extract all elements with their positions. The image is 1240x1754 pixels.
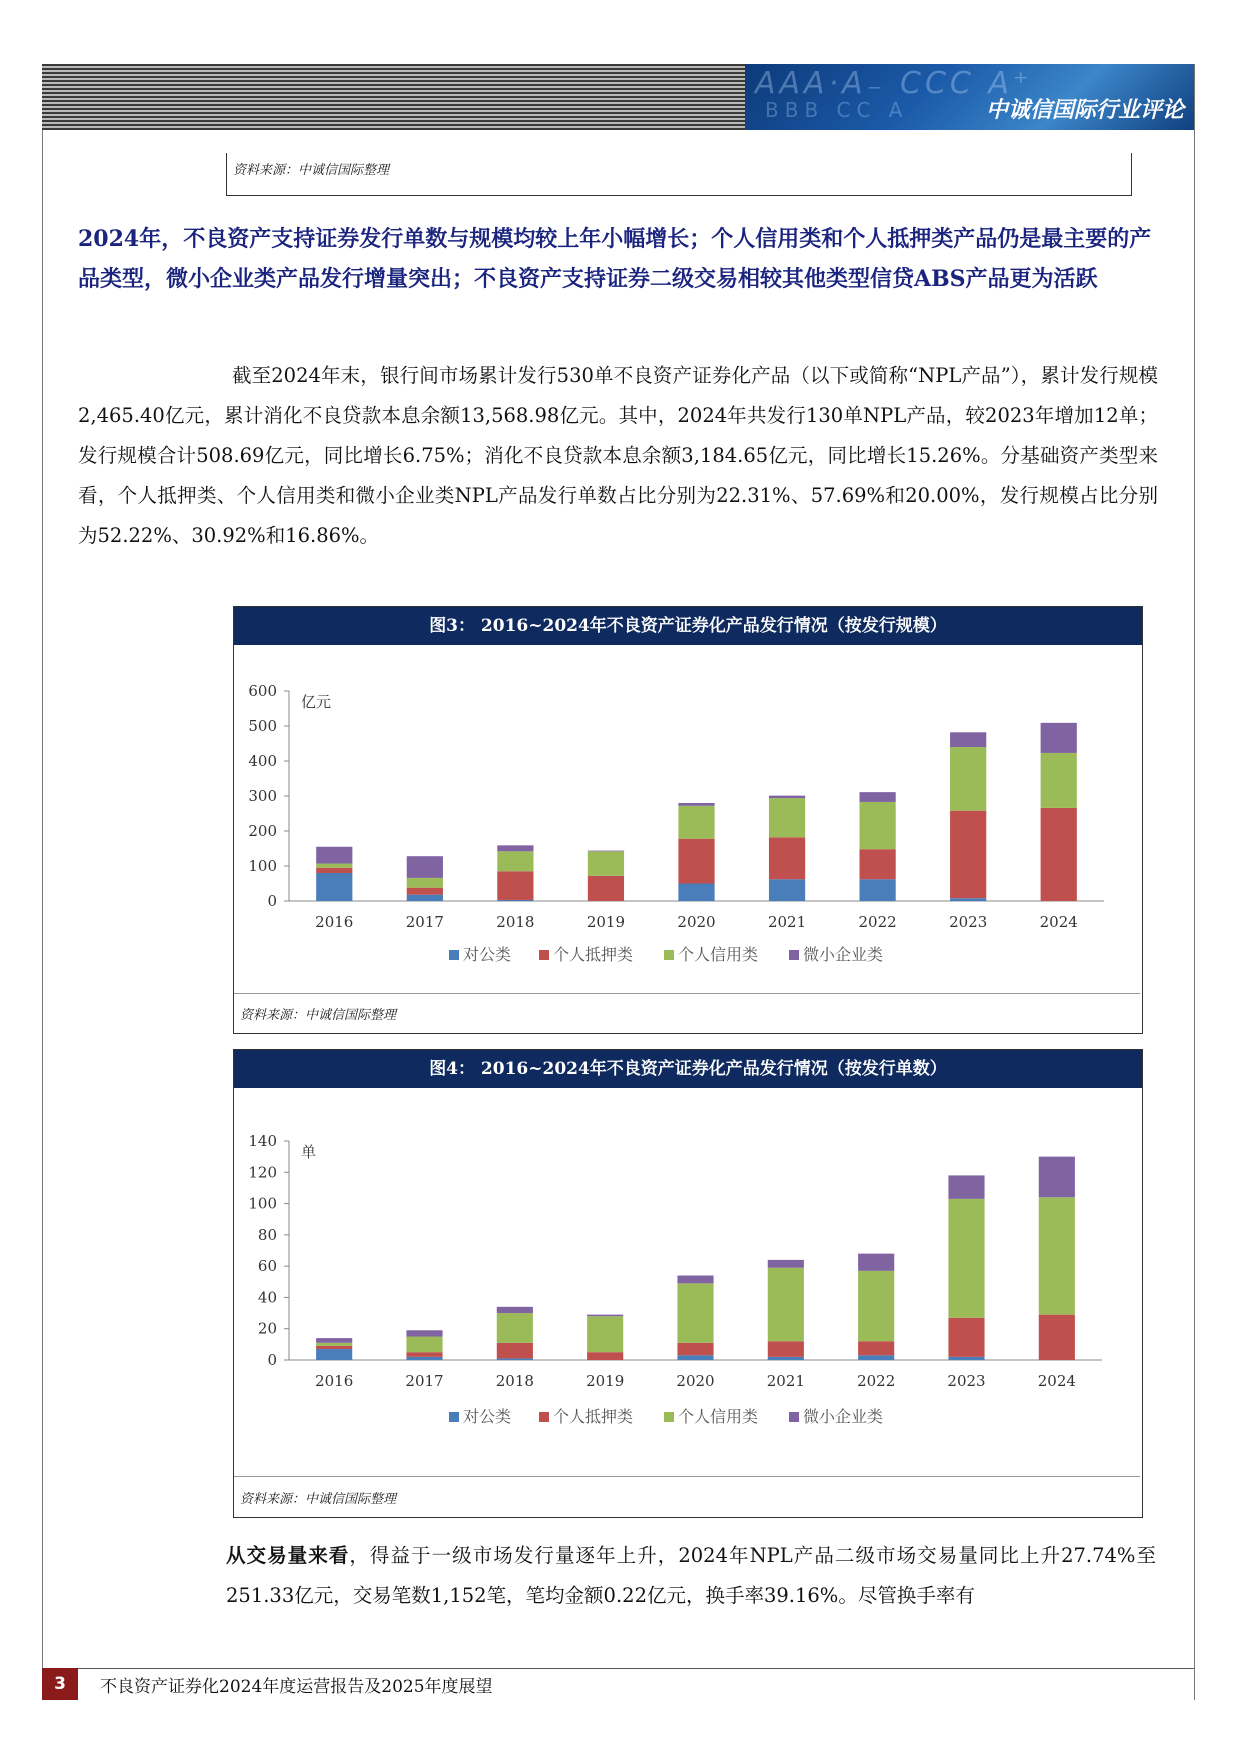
bar-segment-2021-0 bbox=[769, 879, 805, 901]
legend-swatch bbox=[449, 1412, 459, 1422]
figure-4-title: 图4： 2016~2024年不良资产证券化产品发行情况（按发行单数） bbox=[234, 1050, 1142, 1088]
bar-segment-2017-3 bbox=[406, 1330, 442, 1336]
bar-segment-2024-1 bbox=[1041, 808, 1077, 901]
y-tick-label: 60 bbox=[257, 1257, 277, 1276]
bar-segment-2020-2 bbox=[677, 1283, 713, 1342]
section-heading: 2024年，不良资产支持证券发行单数与规模均较上年小幅增长；个人信用类和个人抵押类产品仍是最主要的产品类型，微小企业类产品发行增量突出；不良资产支持证券二级交易相较其他类型信贷ABS产品更为活跃 bbox=[78, 226, 1152, 292]
bar-segment-2016-2 bbox=[316, 1343, 352, 1346]
bar-segment-2024-1 bbox=[1039, 1315, 1075, 1360]
paragraph-2-lead: 从交易量来看 bbox=[226, 1544, 350, 1567]
y-tick-label: 600 bbox=[248, 682, 277, 700]
bar-segment-2024-3 bbox=[1039, 1157, 1075, 1198]
legend-label: 个人抵押类 bbox=[553, 1407, 634, 1426]
bar-segment-2023-0 bbox=[948, 1357, 984, 1360]
legend-label: 对公类 bbox=[463, 945, 512, 964]
x-tick-label: 2017 bbox=[405, 1372, 444, 1390]
bar-segment-2018-0 bbox=[497, 1358, 533, 1360]
x-tick-label: 2017 bbox=[405, 913, 444, 931]
bar-segment-2016-0 bbox=[316, 873, 352, 901]
top-source-note: 资料来源：中诚信国际整理 bbox=[233, 163, 390, 178]
bar-segment-2021-0 bbox=[768, 1357, 804, 1360]
bar-segment-2022-2 bbox=[860, 802, 896, 849]
legend-swatch bbox=[539, 950, 549, 960]
legend-swatch bbox=[664, 950, 674, 960]
y-tick-label: 300 bbox=[248, 787, 277, 805]
legend-label: 微小企业类 bbox=[803, 1407, 884, 1426]
bar-segment-2016-3 bbox=[316, 847, 352, 864]
bar-segment-2021-1 bbox=[768, 1341, 804, 1357]
y-tick-label: 0 bbox=[267, 892, 277, 910]
bar-segment-2017-1 bbox=[407, 888, 443, 895]
figure-4-chart bbox=[234, 1088, 1140, 1472]
bar-segment-2022-0 bbox=[860, 879, 896, 901]
legend-label: 微小企业类 bbox=[803, 945, 884, 964]
x-tick-label: 2023 bbox=[949, 913, 988, 931]
footer-rule bbox=[42, 1668, 1194, 1669]
bar-segment-2021-2 bbox=[769, 798, 805, 837]
bar-segment-2018-1 bbox=[497, 871, 533, 900]
x-tick-label: 2019 bbox=[586, 913, 626, 931]
legend-label: 个人信用类 bbox=[678, 945, 759, 964]
x-tick-label: 2020 bbox=[676, 1372, 715, 1390]
bar-segment-2023-1 bbox=[948, 1318, 984, 1357]
x-tick-label: 2018 bbox=[496, 913, 535, 931]
x-tick-label: 2021 bbox=[767, 913, 807, 931]
page-number: 3 bbox=[42, 1668, 78, 1700]
x-tick-label: 2020 bbox=[677, 913, 716, 931]
x-tick-label: 2022 bbox=[857, 1372, 896, 1390]
bar-segment-2022-1 bbox=[858, 1341, 894, 1355]
x-tick-label: 2019 bbox=[586, 1372, 625, 1390]
page-frame-right bbox=[1194, 64, 1195, 1700]
legend-swatch bbox=[449, 950, 459, 960]
bar-segment-2021-2 bbox=[768, 1268, 804, 1342]
bar-segment-2020-2 bbox=[678, 806, 714, 839]
y-tick-label: 40 bbox=[257, 1288, 277, 1307]
y-tick-label: 0 bbox=[267, 1351, 277, 1369]
bar-segment-2020-0 bbox=[677, 1355, 713, 1360]
bar-segment-2019-3 bbox=[588, 851, 624, 852]
x-tick-label: 2016 bbox=[315, 913, 354, 931]
bar-segment-2017-0 bbox=[406, 1357, 442, 1360]
x-tick-label: 2016 bbox=[315, 1372, 354, 1390]
bar-segment-2016-3 bbox=[316, 1338, 352, 1343]
bar-segment-2019-1 bbox=[587, 1352, 623, 1360]
bar-segment-2022-3 bbox=[860, 792, 896, 802]
footer-title: 不良资产证券化2024年度运营报告及2025年度展望 bbox=[100, 1677, 493, 1697]
bar-segment-2023-0 bbox=[950, 898, 986, 901]
figure-3-source: 资料来源：中诚信国际整理 bbox=[240, 1008, 397, 1023]
banner-decoration-2: BBB CC A bbox=[765, 98, 909, 122]
legend-swatch bbox=[539, 1412, 549, 1422]
bar-segment-2019-2 bbox=[588, 851, 624, 876]
bar-segment-2022-2 bbox=[858, 1271, 894, 1341]
bar-segment-2017-2 bbox=[407, 878, 443, 888]
legend-label: 对公类 bbox=[463, 1407, 512, 1426]
bar-segment-2017-0 bbox=[407, 895, 443, 901]
figure-3-chart bbox=[234, 645, 1140, 981]
y-tick-label: 200 bbox=[248, 822, 277, 840]
bar-segment-2024-3 bbox=[1041, 723, 1077, 753]
bar-segment-2018-2 bbox=[497, 1313, 533, 1343]
y-tick-label: 80 bbox=[257, 1225, 277, 1244]
bar-segment-2024-2 bbox=[1041, 753, 1077, 808]
bar-segment-2023-1 bbox=[950, 811, 986, 899]
legend-swatch bbox=[664, 1412, 674, 1422]
paragraph-2-text: ，得益于一级市场发行量逐年上升，2024年NPL产品二级市场交易量同比上升27.74%至251.33亿元，交易笔数1,152笔，笔均金额0.22亿元，换手率39.16%。尽管换手率有 bbox=[226, 1544, 1156, 1607]
figure-4-source-separator bbox=[234, 1476, 1140, 1477]
bar-segment-2020-1 bbox=[678, 839, 714, 884]
bar-segment-2023-2 bbox=[948, 1199, 984, 1318]
x-tick-label: 2023 bbox=[947, 1372, 986, 1390]
figure-3-title: 图3： 2016~2024年不良资产证券化产品发行情况（按发行规模） bbox=[234, 607, 1142, 645]
x-tick-label: 2024 bbox=[1037, 1372, 1076, 1390]
paragraph-1: 截至2024年末，银行间市场累计发行530单不良资产证券化产品（以下或简称“NPL产品”），累计发行规模2,465.40亿元，累计消化不良贷款本息余额13,568.98亿元。其中，2024年共发行130单NPL产品，较2023年增加12单；发行规模合计508.69亿元，同比增长6.75%；消化不良贷款本息余额3,184.65亿元，同比增长15.26%。分基础资产类型来看，个人抵押类、个人信用类和微小企业类NPL产品发行单数占比分别为22.31%、57.69%和20.00%，发行规模占比分别为52.22%、30.92%和16.86%。 bbox=[78, 364, 1158, 547]
y-axis-label: 亿元 bbox=[301, 693, 332, 711]
y-tick-label: 100 bbox=[248, 857, 277, 875]
figure-3 bbox=[233, 606, 1143, 1034]
bar-segment-2020-1 bbox=[677, 1343, 713, 1356]
bar-segment-2020-0 bbox=[678, 884, 714, 902]
bar-segment-2016-1 bbox=[316, 1346, 352, 1349]
bar-segment-2017-2 bbox=[406, 1337, 442, 1353]
bar-segment-2020-3 bbox=[678, 803, 714, 806]
report-series-title: 中诚信国际行业评论 bbox=[985, 98, 1184, 123]
bar-segment-2019-3 bbox=[587, 1315, 623, 1317]
bar-segment-2019-1 bbox=[588, 876, 624, 901]
bar-segment-2021-3 bbox=[769, 796, 805, 798]
figure-4 bbox=[233, 1049, 1143, 1518]
bar-segment-2021-3 bbox=[768, 1260, 804, 1268]
x-tick-label: 2021 bbox=[766, 1372, 805, 1390]
bar-segment-2018-3 bbox=[497, 845, 533, 851]
y-tick-label: 400 bbox=[248, 752, 277, 770]
bar-segment-2021-1 bbox=[769, 837, 805, 879]
y-tick-label: 100 bbox=[248, 1194, 277, 1213]
bar-segment-2023-3 bbox=[950, 732, 986, 747]
bar-segment-2018-3 bbox=[497, 1307, 533, 1313]
x-tick-label: 2024 bbox=[1039, 913, 1078, 931]
figure-3-source-separator bbox=[234, 993, 1140, 994]
bar-segment-2018-1 bbox=[497, 1343, 533, 1359]
legend-label: 个人信用类 bbox=[678, 1407, 759, 1426]
page-frame-left bbox=[42, 64, 43, 1700]
bar-segment-2016-0 bbox=[316, 1349, 352, 1360]
bar-segment-2023-2 bbox=[950, 747, 986, 811]
legend-swatch bbox=[789, 950, 799, 960]
bar-segment-2022-0 bbox=[858, 1355, 894, 1360]
bar-segment-2016-2 bbox=[316, 864, 352, 868]
bar-segment-2018-0 bbox=[497, 900, 533, 901]
bar-segment-2018-2 bbox=[497, 851, 533, 871]
y-tick-label: 500 bbox=[248, 717, 277, 735]
bar-segment-2022-3 bbox=[858, 1254, 894, 1271]
x-tick-label: 2022 bbox=[858, 913, 897, 931]
bar-segment-2019-2 bbox=[587, 1316, 623, 1352]
bar-segment-2016-1 bbox=[316, 868, 352, 873]
bar-segment-2017-1 bbox=[406, 1352, 442, 1357]
bar-segment-2024-2 bbox=[1039, 1197, 1075, 1314]
paragraph-2 bbox=[226, 1536, 1156, 1616]
banner-decoration: AAA·A₋ CCC A⁺ bbox=[755, 66, 1033, 101]
bar-segment-2022-1 bbox=[860, 849, 896, 879]
bar-segment-2023-3 bbox=[948, 1175, 984, 1198]
x-tick-label: 2018 bbox=[495, 1372, 534, 1390]
bar-segment-2020-3 bbox=[677, 1276, 713, 1284]
y-tick-label: 20 bbox=[257, 1319, 277, 1338]
legend-swatch bbox=[789, 1412, 799, 1422]
y-axis-label: 单 bbox=[301, 1143, 317, 1161]
y-tick-label: 120 bbox=[248, 1163, 277, 1182]
figure-4-source: 资料来源：中诚信国际整理 bbox=[240, 1492, 397, 1507]
top-source-box bbox=[226, 153, 1132, 196]
bar-segment-2017-3 bbox=[407, 856, 443, 878]
y-tick-label: 140 bbox=[248, 1132, 277, 1150]
legend-label: 个人抵押类 bbox=[553, 945, 634, 964]
header-banner bbox=[745, 64, 1194, 130]
